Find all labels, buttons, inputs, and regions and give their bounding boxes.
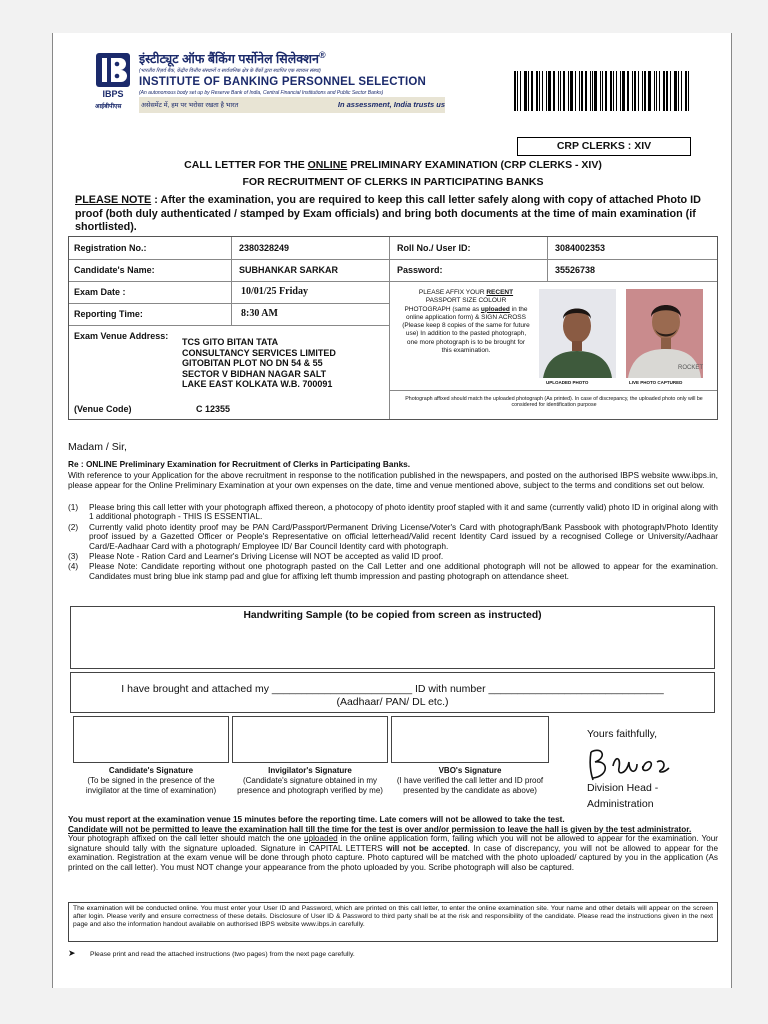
roll-value: 3084002353 xyxy=(555,243,606,253)
letter-title: CALL LETTER FOR THE ONLINE PRELIMINARY EXAMINATION (CRP CLERKS - XIV) xyxy=(184,159,602,171)
ibps-logo-icon xyxy=(95,52,131,106)
list-item: (2) Currently valid photo identity proof may be PAN Card/Passport/Permanent Driving License/Voter's Card with photograph/Bank Passbook with photograph/Photo Identity proof issued by a Gazetted Officer or People's Representative on official letterhead/Valid recent Identity Card issued by a recognised College or University/Aadhaar Card/E-Aadhaar Card with a photograph/ Employee ID/ Bar Council Identity card with photograph. xyxy=(68,521,718,551)
vbo-signature-label: VBO's Signature (I have verified the call letter and ID proof presented by the candidate as above) xyxy=(396,766,544,795)
motto-english: In assessment, India trusts us xyxy=(337,100,445,109)
org-subtitle-hindi: (भारतीय रिज़र्व बैंक, केंद्रीय वित्तीय संस्थानों व सार्वजनिक क्षेत्र के बैंकों द्वारा स्थापित एक स्वायत्त संस्था) xyxy=(139,68,321,74)
logo-hindi-label: आईबीपीएस xyxy=(95,104,122,110)
signatory-designation: Division Head - Administration xyxy=(587,782,659,810)
id-declaration-text: I have brought and attached my ________________________ ID with number ______________________________ (Aadhaar/ PAN/ DL etc.) xyxy=(121,683,664,708)
logo-text: IBPS xyxy=(102,89,124,99)
list-item: (4) Please Note: Candidate reporting without one photograph pasted on the Call Letter and one additional photograph will not be allowed to appear for the examination. Candidates must bring blue ink stamp pad and glue for affixing left thumb impression and pasting photograph on attendance sheet. xyxy=(68,561,718,581)
barcode-icon xyxy=(514,71,691,111)
svg-text:ROCKET: ROCKET xyxy=(678,365,703,371)
letter-subtitle: FOR RECRUITMENT OF CLERKS IN PARTICIPATING BANKS xyxy=(242,176,544,188)
reg-label: Registration No.: xyxy=(74,243,147,253)
live-photo xyxy=(626,289,703,378)
exam-date-value: 10/01/25 Friday xyxy=(241,286,308,297)
password-label: Password: xyxy=(397,265,443,275)
reporting-instructions: You must report at the examination venue 15 minutes before the reporting time. Late comers will not be allowed to take the test. Candidate will not be permitted to leave the examination hall till the time for the test is over and/or permission to leave the hall is given by the test administrator. Your photograph affixed on the call letter should match the one uploaded in the online application form, failing which you will not be allowed to appear for the examination. Your signature should tally with the signature uploaded. Signature in CAPITAL LETTERS will not be accepted. In case of discrepancy, you will not be allowed to appear for the examination. Registration at the exam venue will be done through photo capture. Photo captured will be matched with the photo uploaded/ captured by you in the application (As printed on the call letter). You must NOT change your appearance from the photo uploaded by you. Scribe photograph will also be captured. xyxy=(68,815,718,872)
org-name-hindi: इंस्टीट्यूट ऑफ बैंकिंग पर्सोनेल सिलेक्शन® xyxy=(139,50,326,67)
ibps-header xyxy=(95,48,455,114)
crp-label: CRP CLERKS : XIV xyxy=(517,137,691,156)
name-label: Candidate's Name: xyxy=(74,265,155,275)
venue-label: Exam Venue Address: xyxy=(74,331,169,341)
candidate-info-table xyxy=(68,236,718,420)
exam-date-label: Exam Date : xyxy=(74,287,126,297)
org-subtitle-english: (An autonomous body set up by Reserve Bank of India, Central Financial Institutions and Public Sector Banks) xyxy=(139,90,384,96)
venue-code-label: (Venue Code) xyxy=(74,404,132,414)
closing-text: Yours faithfully, xyxy=(587,728,658,740)
list-item: (3) Please Note - Ration Card and Learner's Driving License will NOT be accepted as valid ID proof. xyxy=(68,551,444,562)
call-letter-page xyxy=(52,33,732,988)
invigilator-signature-label: Invigilator's Signature (Candidate's signature obtained in my presence and photograph verified by me) xyxy=(237,766,383,795)
handwriting-title: Handwriting Sample (to be copied from screen as instructed) xyxy=(243,610,542,621)
vbo-signature-box xyxy=(391,716,549,763)
candidate-signature-label: Candidate's Signature (To be signed in the presence of the invigilator at the time of examination) xyxy=(85,766,217,795)
subject-line: Re : ONLINE Preliminary Examination for Recruitment of Clerks in Participating Banks. xyxy=(68,459,411,469)
venue-address: TCS GITO BITAN TATA CONSULTANCY SERVICES LIMITED GITOBITAN PLOT NO DN 54 & 55 SECTOR V BIDHAN NAGAR SALT LAKE EAST KOLKATA W.B. 700091 xyxy=(182,337,336,389)
reporting-time-label: Reporting Time: xyxy=(74,309,143,319)
uploaded-photo xyxy=(539,289,616,378)
invigilator-signature-box xyxy=(232,716,388,763)
venue-code-value: C 12355 xyxy=(196,404,231,414)
intro-paragraph: With reference to your Application for the above recruitment in response to the notification published in the newspapers, and posted on the authorised IBPS website www.ibps.in, please appear for the Online Preliminary Examination at your own expenses on the date, time and venue mentioned above, subject to the terms and conditions set out below. xyxy=(68,470,718,490)
handwriting-sample-box xyxy=(70,606,715,669)
live-photo-caption: LIVE PHOTO CAPTURED xyxy=(629,380,683,385)
motto-hindi: असेसमेंट में, हम पर भरोसा रखता है भारत xyxy=(141,102,239,109)
motto-band xyxy=(139,97,445,113)
password-value: 35526738 xyxy=(555,265,596,275)
photo-footnote: Photograph affixed should match the uploaded photograph (As printed). In case of discrepancy, the uploaded photo only will be considered for identification purpose xyxy=(405,396,703,409)
candidate-signature-box xyxy=(73,716,229,763)
uploaded-photo-caption: UPLOADED PHOTO xyxy=(546,380,589,385)
id-declaration-box xyxy=(70,672,715,713)
print-note: ➤ Please print and read the attached instructions (two pages) from the next page carefully. xyxy=(68,948,355,958)
reporting-time-value: 8:30 AM xyxy=(241,308,278,319)
please-note: PLEASE NOTE : After the examination, you are required to keep this call letter safely along with copy of attached Photo ID proof (both duly authenticated / stamped by Exam officials) and bring both documents at the time of main examination (if shortlisted). xyxy=(75,194,701,233)
arrow-icon: ➤ xyxy=(68,948,76,958)
roll-label: Roll No./ User ID: xyxy=(397,243,471,253)
photo-instruction: PLEASE AFFIX YOUR RECENT PASSPORT SIZE COLOUR PHOTOGRAPH (same as uploaded in the online application form) & SIGN ACROSS (Please keep 8 copies of the same for future use) In addition to the pasted photograph, one more photograph is to be brought for this examination. xyxy=(402,289,530,355)
signature-icon xyxy=(585,744,685,784)
list-item: (1) Please bring this call letter with your photograph affixed thereon, a photocopy of photo identity proof stapled with it and same (currently valid) photo ID in original along with 1 additional photograph - THIS IS ESSENTIAL. xyxy=(68,502,718,522)
salutation: Madam / Sir, xyxy=(68,441,127,453)
conditions-list xyxy=(68,503,718,582)
online-exam-notice: The examination will be conducted online. You must enter your User ID and Password, which are printed on this call letter, to enter the online examination site. Your name and other details will appear on the screen after login. Please verify and ensure correctness of these details. Disclosure of User ID & Password to third party shall be at the risk and responsibility of the candidate. Please read the instructions given in the next page and also the information handout available on authorised IBPS website www.ibps.in carefully. xyxy=(68,902,718,942)
org-name-english: INSTITUTE OF BANKING PERSONNEL SELECTION xyxy=(139,76,426,88)
name-value: SUBHANKAR SARKAR xyxy=(239,265,338,275)
reg-value: 2380328249 xyxy=(239,243,290,253)
